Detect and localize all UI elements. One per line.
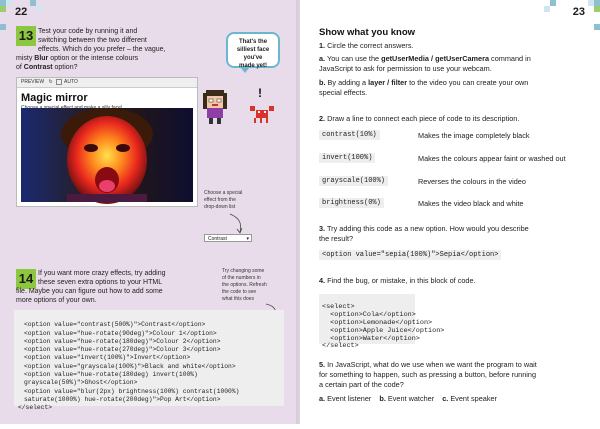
code-line: <select> — [322, 302, 355, 311]
code-line: <option value="hue-rotate(270deg)">Colour 3</option> — [24, 346, 221, 354]
magic-mirror-title: Magic mirror — [21, 92, 88, 104]
question-5-options: a. Event listener b. Event watcher c. Event speaker — [319, 394, 497, 403]
code-line: <option value="hue-rotate(180deg)">Colour 2</option> — [24, 337, 221, 345]
crab-icon — [248, 104, 276, 126]
preview-bar — [17, 78, 197, 88]
code-line: <option value="hue-rotate(90deg)">Colour 1</option> — [24, 329, 217, 337]
pixel-decoration — [544, 6, 550, 12]
question-1: 1. Circle the correct answers. — [319, 41, 414, 50]
description: Makes the image completely black — [418, 131, 530, 140]
question-4: 4. Find the bug, or mistake, in this block of code. — [319, 276, 476, 285]
step-13-badge: 13 — [16, 26, 36, 46]
code-line: <option>Water</option> — [322, 334, 420, 343]
bug-code-block — [319, 294, 445, 351]
code-line: </select> — [18, 404, 53, 412]
question-1b: b. By adding a layer / filter to the video you can create your own special effects. — [319, 78, 529, 97]
pixel-girl-icon — [200, 88, 230, 128]
left-page — [0, 0, 300, 424]
description: Reverses the colours in the video — [418, 177, 526, 186]
code-line: <option value="grayscale(100%)">Black and white</option> — [24, 362, 236, 370]
question-5: 5. In JavaScript, what do we use when we want the program to wait for something to happen, such as pressing a button, before running a certain part of the code? — [319, 360, 537, 389]
arrow-icon — [226, 212, 246, 234]
page-number: 22 — [15, 6, 28, 18]
pixel-decoration — [6, 0, 12, 6]
dropdown-note: Choose a special effect from the drop-down list — [204, 190, 243, 210]
pixel-decoration — [36, 6, 42, 12]
code-line: saturate(1000%) hue-rotate(200deg)">Pop Art</option> — [24, 395, 221, 403]
code-line: <option>Apple Juice</option> — [322, 326, 445, 335]
code-line: <option value="invert(100%)">Invert</option> — [24, 354, 191, 362]
page-number: 23 — [572, 6, 585, 18]
step-14-text: If you want more crazy effects, try adding these seven extra options to your HTML file. Maybe you can figure out how to add some more options of your own. — [16, 270, 166, 304]
description: Makes the video black and white — [418, 199, 524, 208]
options-code-block — [14, 310, 284, 412]
description: Makes the colours appear faint or washed out — [418, 154, 566, 163]
code-line: <option>Cola</option> — [322, 310, 416, 319]
quiz-title: Show what you know — [319, 27, 416, 38]
auto-label: AUTO — [64, 79, 78, 85]
speech-bubble: That's the silliest face you've made yet! — [226, 32, 280, 68]
question-2: 2. Draw a line to connect each piece of code to its description. — [319, 114, 520, 123]
webcam-contrast-photo — [21, 108, 193, 202]
pixel-decoration — [0, 6, 6, 12]
magic-mirror-preview — [16, 77, 198, 207]
step-14-badge: 14 — [16, 269, 36, 289]
code-chip: brightness(0%) — [319, 198, 384, 208]
code-chip: contrast(10%) — [319, 130, 380, 140]
pixel-decoration — [550, 0, 556, 6]
question-1a: a. You can use the getUserMedia / getUserCamera command in JavaScript to ask for permission to use your webcam. — [319, 54, 531, 73]
pixel-decoration — [0, 24, 6, 30]
dropdown-value: Contrast — [208, 236, 227, 242]
chevron-down-icon: ▾ — [246, 236, 249, 242]
sepia-code: <option value="sepia(100%)">Sepia</option> — [319, 250, 501, 260]
step-13-text: Test your code by running it and switching between the two different effects. Which do you prefer – the vague, misty Blur option or the intense colours of Contrast option? — [16, 28, 166, 71]
code-line: </select> — [322, 342, 359, 351]
pixel-decoration — [594, 24, 600, 30]
code-chip: invert(100%) — [319, 153, 375, 163]
code-line: grayscale(50%)">Ghost</option> — [24, 379, 138, 387]
refresh-icon[interactable]: ↻ — [48, 79, 53, 85]
pixel-decoration — [594, 6, 600, 12]
code-line: <option>Lemonade</option> — [322, 318, 433, 327]
exclamation-icon: ! — [258, 86, 262, 100]
auto-checkbox[interactable] — [56, 79, 62, 85]
code-line: <option value="hue-rotate(180deg) invert(100%) — [24, 371, 198, 379]
code-note: Try changing some of the numbers in the options. Refresh the code to see what this does — [222, 268, 267, 302]
code-chip: grayscale(100%) — [319, 176, 388, 186]
effect-dropdown[interactable] — [204, 234, 252, 242]
preview-label: PREVIEW — [21, 79, 45, 85]
question-3: 3. Try adding this code as a new option. How would you describe the result? — [319, 224, 529, 243]
code-line: <option value="blur(2px) brightness(100%) contrast(1000%) — [24, 387, 240, 395]
code-line: <option value="contrast(500%)">Contrast</option> — [24, 321, 206, 329]
